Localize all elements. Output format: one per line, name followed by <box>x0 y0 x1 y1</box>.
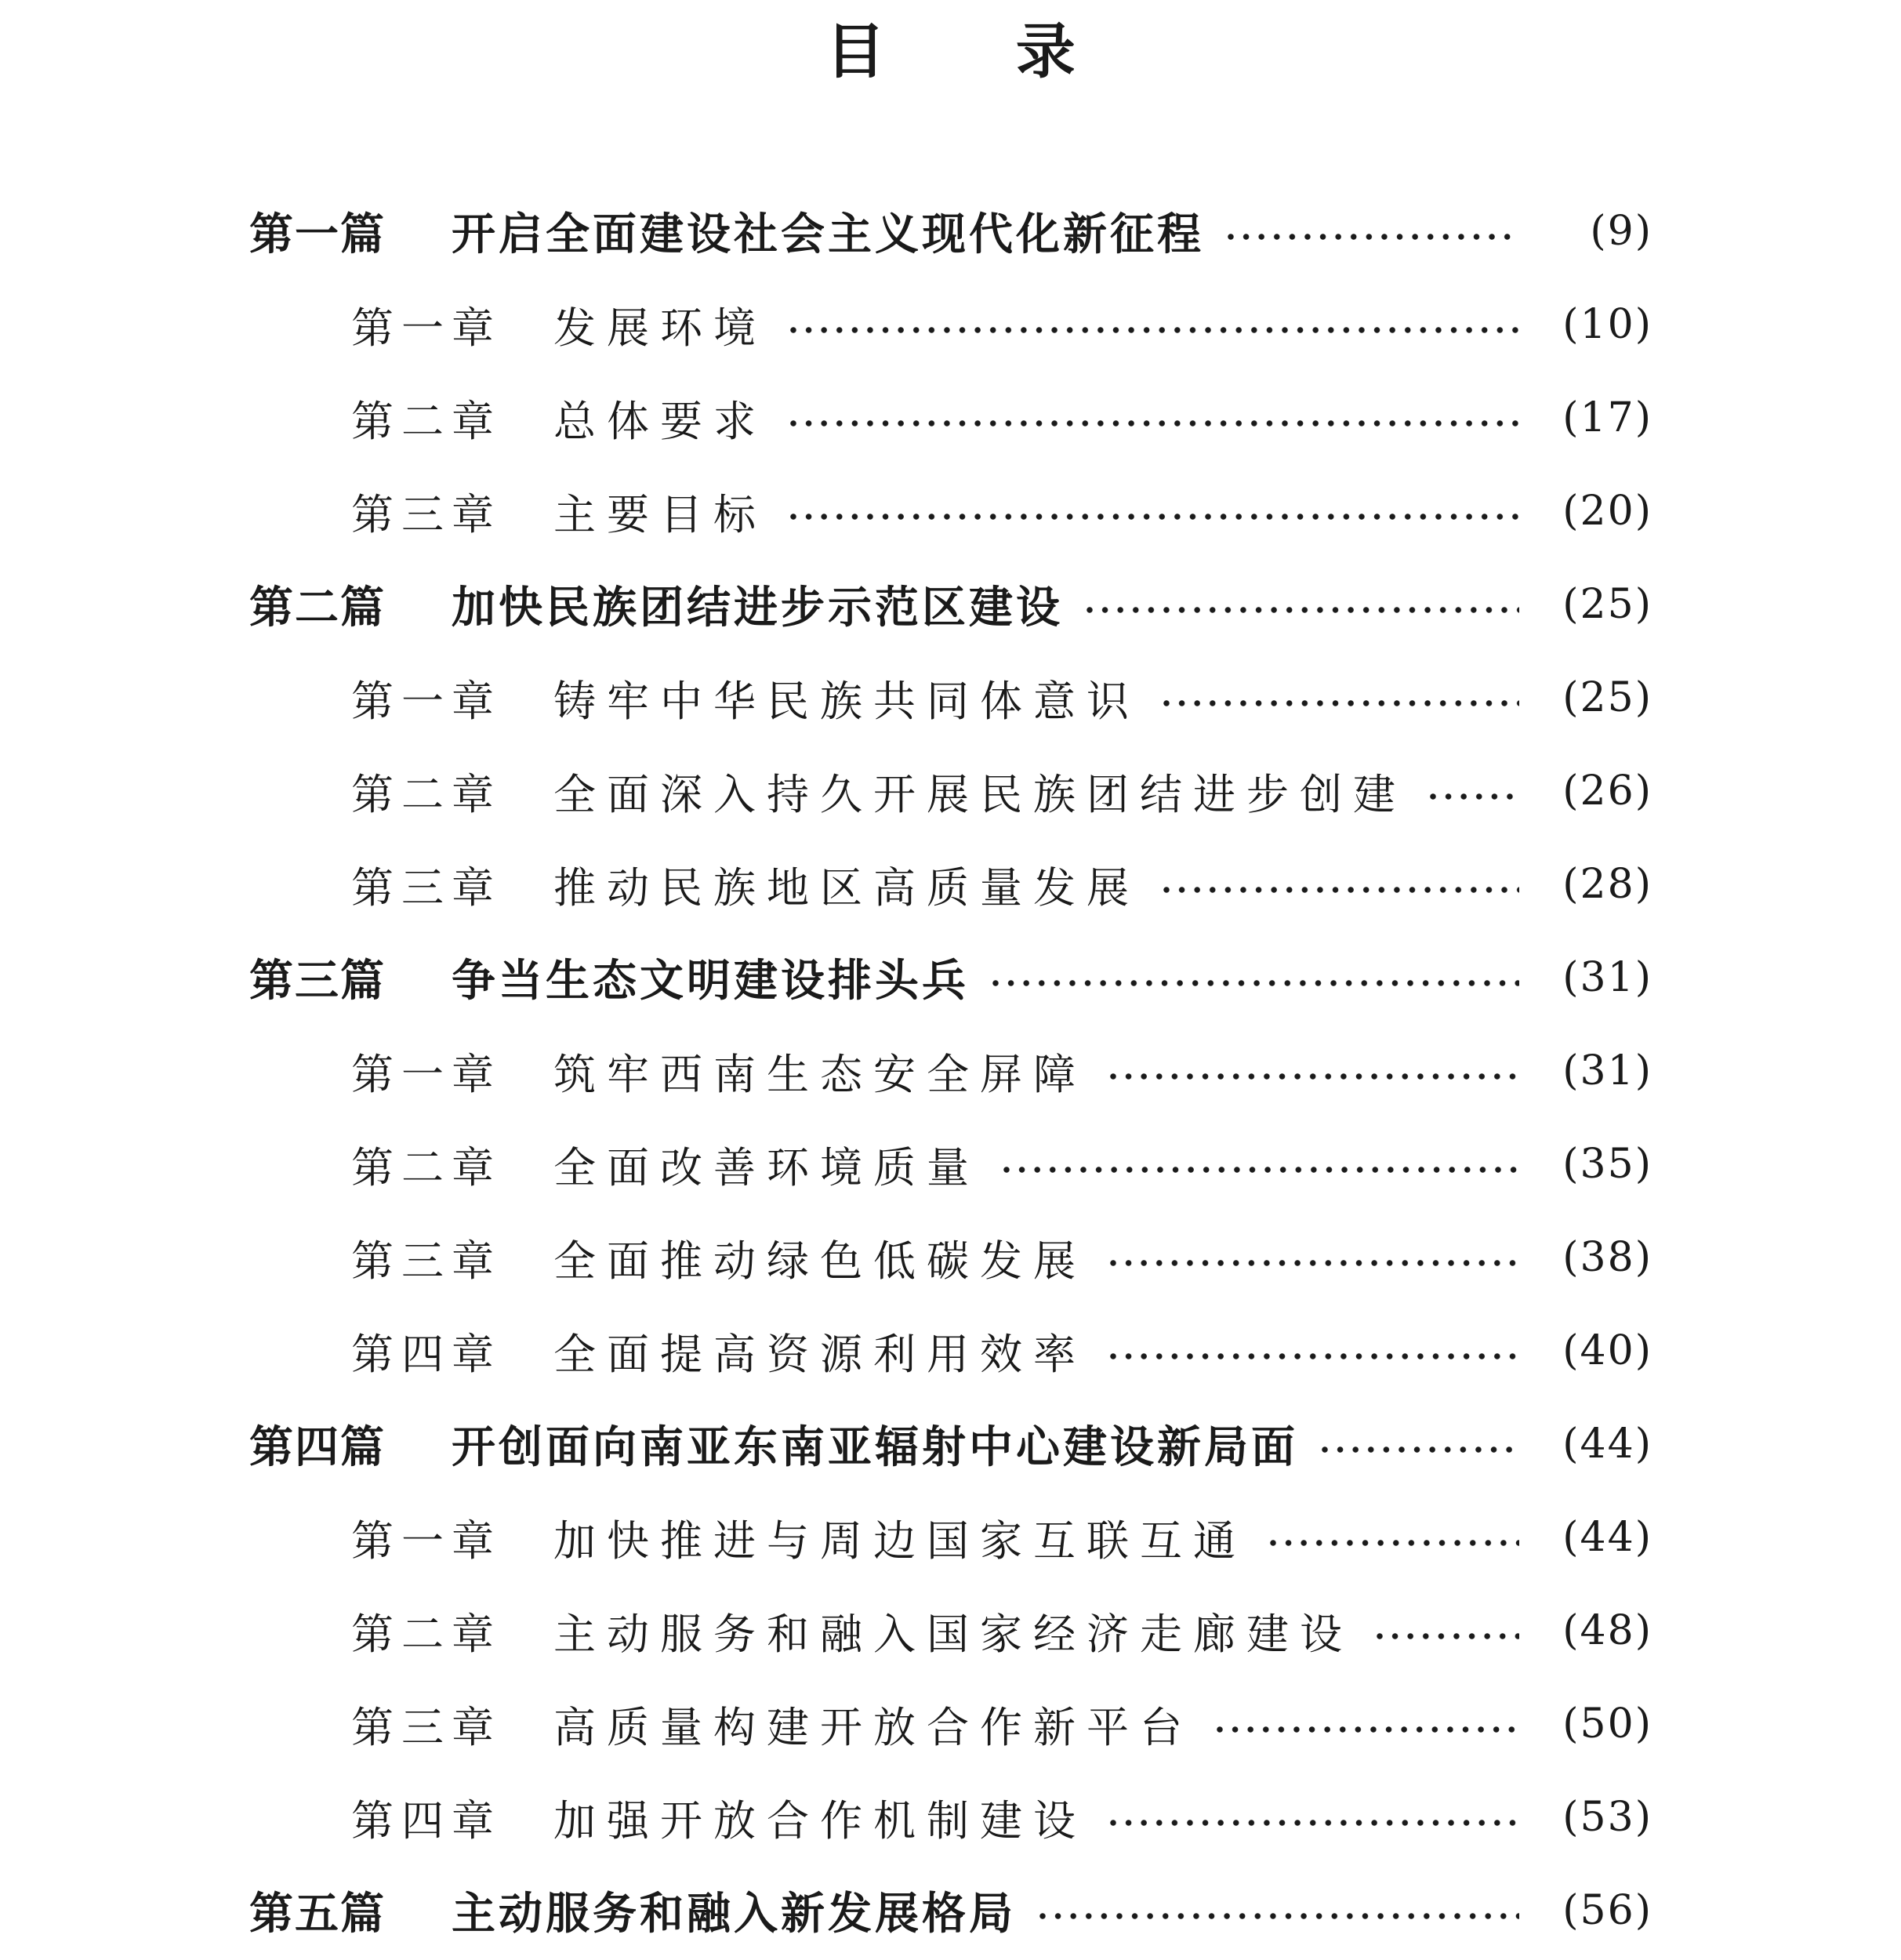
toc-chapter-entry[interactable] <box>351 476 1652 546</box>
part-heading: 开创面向南亚东南亚辐射中心建设新局面 <box>452 1422 1298 1473</box>
toc-chapter-entry[interactable] <box>351 1316 1652 1386</box>
part-heading: 争当生态文明建设排头兵 <box>452 956 969 1007</box>
chapter-heading: 推动民族地区高质量发展 <box>553 862 1140 913</box>
chapter-label: 第二章 <box>351 396 502 446</box>
dot-leader <box>1217 1726 1519 1733</box>
chapter-heading: 总体要求 <box>553 396 767 446</box>
page-number: (25) <box>1562 581 1652 628</box>
chapter-label: 第三章 <box>351 862 502 913</box>
toc-chapter-entry[interactable] <box>351 662 1652 733</box>
chapter-label: 第四章 <box>351 1329 502 1379</box>
chapter-label: 第三章 <box>351 489 502 539</box>
toc-part-entry[interactable] <box>249 1409 1652 1479</box>
chapter-heading: 发展环境 <box>553 303 767 353</box>
chapter-heading: 加快推进与周边国家互联互通 <box>553 1515 1246 1566</box>
page-number: (25) <box>1562 674 1652 721</box>
page-number: (35) <box>1562 1141 1652 1188</box>
dot-leader <box>1003 1167 1519 1173</box>
page-number: (53) <box>1562 1794 1652 1841</box>
chapter-heading: 主动服务和融入国家经济走廊建设 <box>553 1609 1353 1659</box>
chapter-heading: 筑牢西南生态安全屏障 <box>553 1049 1087 1099</box>
part-label: 第二篇 <box>249 583 386 633</box>
dot-leader <box>1110 1073 1519 1080</box>
page-number: (17) <box>1562 394 1652 441</box>
dot-leader <box>992 980 1519 986</box>
dot-leader <box>790 327 1519 333</box>
page-number: (10) <box>1562 301 1652 348</box>
chapter-label: 第二章 <box>351 1142 502 1192</box>
dot-leader <box>790 420 1519 426</box>
toc-part-entry[interactable] <box>249 1875 1652 1946</box>
dot-leader <box>1270 1540 1519 1546</box>
chapter-heading: 全面提高资源利用效率 <box>553 1329 1087 1379</box>
page-title: 目 录 <box>825 16 1130 86</box>
dot-leader <box>1110 1820 1519 1826</box>
dot-leader <box>1228 234 1519 240</box>
dot-leader <box>1110 1260 1519 1266</box>
dot-leader <box>1163 887 1519 893</box>
chapter-label: 第一章 <box>351 1049 502 1099</box>
chapter-heading: 铸牢中华民族共同体意识 <box>553 676 1140 726</box>
toc-chapter-entry[interactable] <box>351 1129 1652 1200</box>
page-number: (40) <box>1562 1327 1652 1374</box>
page-number: (48) <box>1562 1607 1652 1654</box>
dot-leader <box>1430 793 1519 800</box>
part-heading: 加快民族团结进步示范区建设 <box>452 583 1063 633</box>
page-number: (31) <box>1562 1047 1652 1094</box>
toc-chapter-entry[interactable] <box>351 1222 1652 1293</box>
page-number: (38) <box>1562 1234 1652 1281</box>
dot-leader <box>1039 1913 1519 1919</box>
toc-part-entry[interactable] <box>249 569 1652 640</box>
page-number: (44) <box>1562 1421 1652 1468</box>
page-number: (31) <box>1562 954 1652 1001</box>
dot-leader <box>1377 1633 1519 1639</box>
page-number: (28) <box>1562 861 1652 908</box>
chapter-label: 第二章 <box>351 769 502 819</box>
chapter-heading: 全面深入持久开展民族团结进步创建 <box>553 769 1406 819</box>
chapter-label: 第二章 <box>351 1609 502 1659</box>
chapter-label: 第三章 <box>351 1236 502 1286</box>
chapter-heading: 全面推动绿色低碳发展 <box>553 1236 1087 1286</box>
toc-chapter-entry[interactable] <box>351 383 1652 453</box>
chapter-label: 第一章 <box>351 303 502 353</box>
page-number: (44) <box>1562 1514 1652 1561</box>
page-number: (20) <box>1562 488 1652 535</box>
chapter-heading: 加强开放合作机制建设 <box>553 1795 1087 1846</box>
dot-leader <box>1087 607 1519 613</box>
page-number: (9) <box>1590 208 1652 255</box>
chapter-heading: 高质量构建开放合作新平台 <box>553 1702 1193 1752</box>
chapter-label: 第三章 <box>351 1702 502 1752</box>
page-number: (50) <box>1562 1700 1652 1748</box>
chapter-label: 第一章 <box>351 1515 502 1566</box>
toc-chapter-entry[interactable] <box>351 1782 1652 1853</box>
part-heading: 主动服务和融入新发展格局 <box>452 1889 1016 1940</box>
toc-chapter-entry[interactable] <box>351 289 1652 360</box>
page-number: (56) <box>1562 1887 1652 1934</box>
dot-leader <box>1322 1446 1519 1453</box>
chapter-label: 第一章 <box>351 676 502 726</box>
dot-leader <box>1110 1353 1519 1359</box>
part-label: 第三篇 <box>249 956 386 1007</box>
toc-chapter-entry[interactable] <box>351 756 1652 826</box>
toc-chapter-entry[interactable] <box>351 1036 1652 1106</box>
toc-part-entry[interactable] <box>249 196 1652 267</box>
toc-chapter-entry[interactable] <box>351 1595 1652 1666</box>
chapter-heading: 主要目标 <box>553 489 767 539</box>
part-label: 第五篇 <box>249 1889 386 1940</box>
page-number: (26) <box>1562 768 1652 815</box>
dot-leader <box>790 514 1519 520</box>
toc-chapter-entry[interactable] <box>351 1502 1652 1573</box>
part-heading: 开启全面建设社会主义现代化新征程 <box>452 209 1204 260</box>
chapter-label: 第四章 <box>351 1795 502 1846</box>
part-label: 第四篇 <box>249 1422 386 1473</box>
toc-part-entry[interactable] <box>249 942 1652 1013</box>
toc-chapter-entry[interactable] <box>351 1689 1652 1759</box>
part-label: 第一篇 <box>249 209 386 260</box>
dot-leader <box>1163 700 1519 706</box>
toc-chapter-entry[interactable] <box>351 849 1652 920</box>
chapter-heading: 全面改善环境质量 <box>553 1142 980 1192</box>
